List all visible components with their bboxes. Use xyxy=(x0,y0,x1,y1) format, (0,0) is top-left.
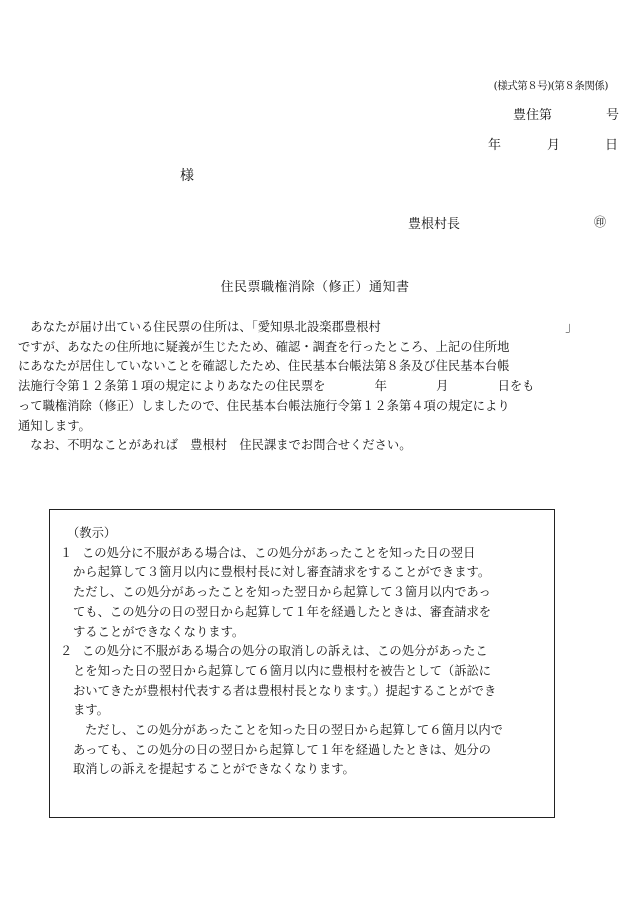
document-title: 住民票職権消除（修正）通知書 xyxy=(220,280,410,295)
document-number-prefix: 豊住第 xyxy=(513,108,553,123)
notice-line: この処分に不服がある場合の処分の取消しの訴えは、この処分があったこ xyxy=(82,644,488,659)
notice-line: から起算して３箇月以内に豊根村長に対し審査請求をすることができます。 xyxy=(73,565,491,580)
sender-title: 豊根村長 xyxy=(408,217,461,232)
notification-body xyxy=(18,318,614,456)
form-number: (様式第８号)(第８条関係) xyxy=(493,80,608,92)
date-month: 月 xyxy=(547,138,561,153)
appeal-notice-box xyxy=(49,509,555,818)
body-line: にあなたが居住していないことを確認したため、住民基本台帳法第８条及び住民基本台帳 xyxy=(18,359,510,374)
body-line: 通知します。 xyxy=(18,418,91,433)
document-number-suffix: 号 xyxy=(606,108,620,123)
notice-line: することができなくなります。 xyxy=(73,624,245,639)
addressee-honorific: 様 xyxy=(180,168,194,184)
date-day: 日 xyxy=(605,138,619,153)
notice-heading: （教示） xyxy=(67,526,117,540)
notice-line: ただし、この処分があったことを知った日の翌日から起算して６箇月以内で xyxy=(85,723,503,738)
date-year: 年 xyxy=(488,138,502,153)
notice-line: ても、この処分の日の翌日から起算して１年を経過したときは、審査請求を xyxy=(73,604,492,619)
notice-line: 取消しの訴えを提起することができなくなります。 xyxy=(73,762,355,777)
document-number xyxy=(513,104,619,123)
notice-line: この処分に不服がある場合は、この処分があったことを知った日の翌日 xyxy=(82,545,476,560)
notice-item-number: ２ xyxy=(60,644,73,659)
notice-line: あっても、この処分の日の翌日から起算して１年を経過したときは、処分の xyxy=(73,742,491,757)
body-line: ですが、あなたの住所地に疑義が生じたため、確認・調査を行ったところ、上記の住所地 xyxy=(18,339,510,354)
notice-line: おいてきたが豊根村代表する者は豊根村長となります。）提起することができ xyxy=(73,683,497,698)
notice-item-1 xyxy=(60,544,548,564)
body-line: あなたが届け出ている住民票の住所は、「愛知県北設楽郡豊根村 」 xyxy=(30,320,578,334)
notice-item-2 xyxy=(60,642,548,662)
notice-line: とを知った日の翌日から起算して６箇月以内に豊根村を被告として（訴訟に xyxy=(73,663,492,678)
notice-line: ます。 xyxy=(73,703,109,718)
notice-line: ただし、この処分があったことを知った翌日から起算して３箇月以内であっ xyxy=(73,585,491,600)
seal-mark: ㊞ xyxy=(594,215,607,229)
notice-item-number: １ xyxy=(60,545,73,560)
body-line: 法施行令第１２条第１項の規定によりあなたの住民票を 年 月 日をも xyxy=(18,379,535,394)
closing-line: なお、不明なことがあれば 豊根村 住民課までお問合せください。 xyxy=(30,438,412,453)
body-line: って職権消除（修正）しましたので、住民基本台帳法施行令第１２条第４項の規定により xyxy=(18,398,510,413)
issue-date xyxy=(488,134,618,153)
